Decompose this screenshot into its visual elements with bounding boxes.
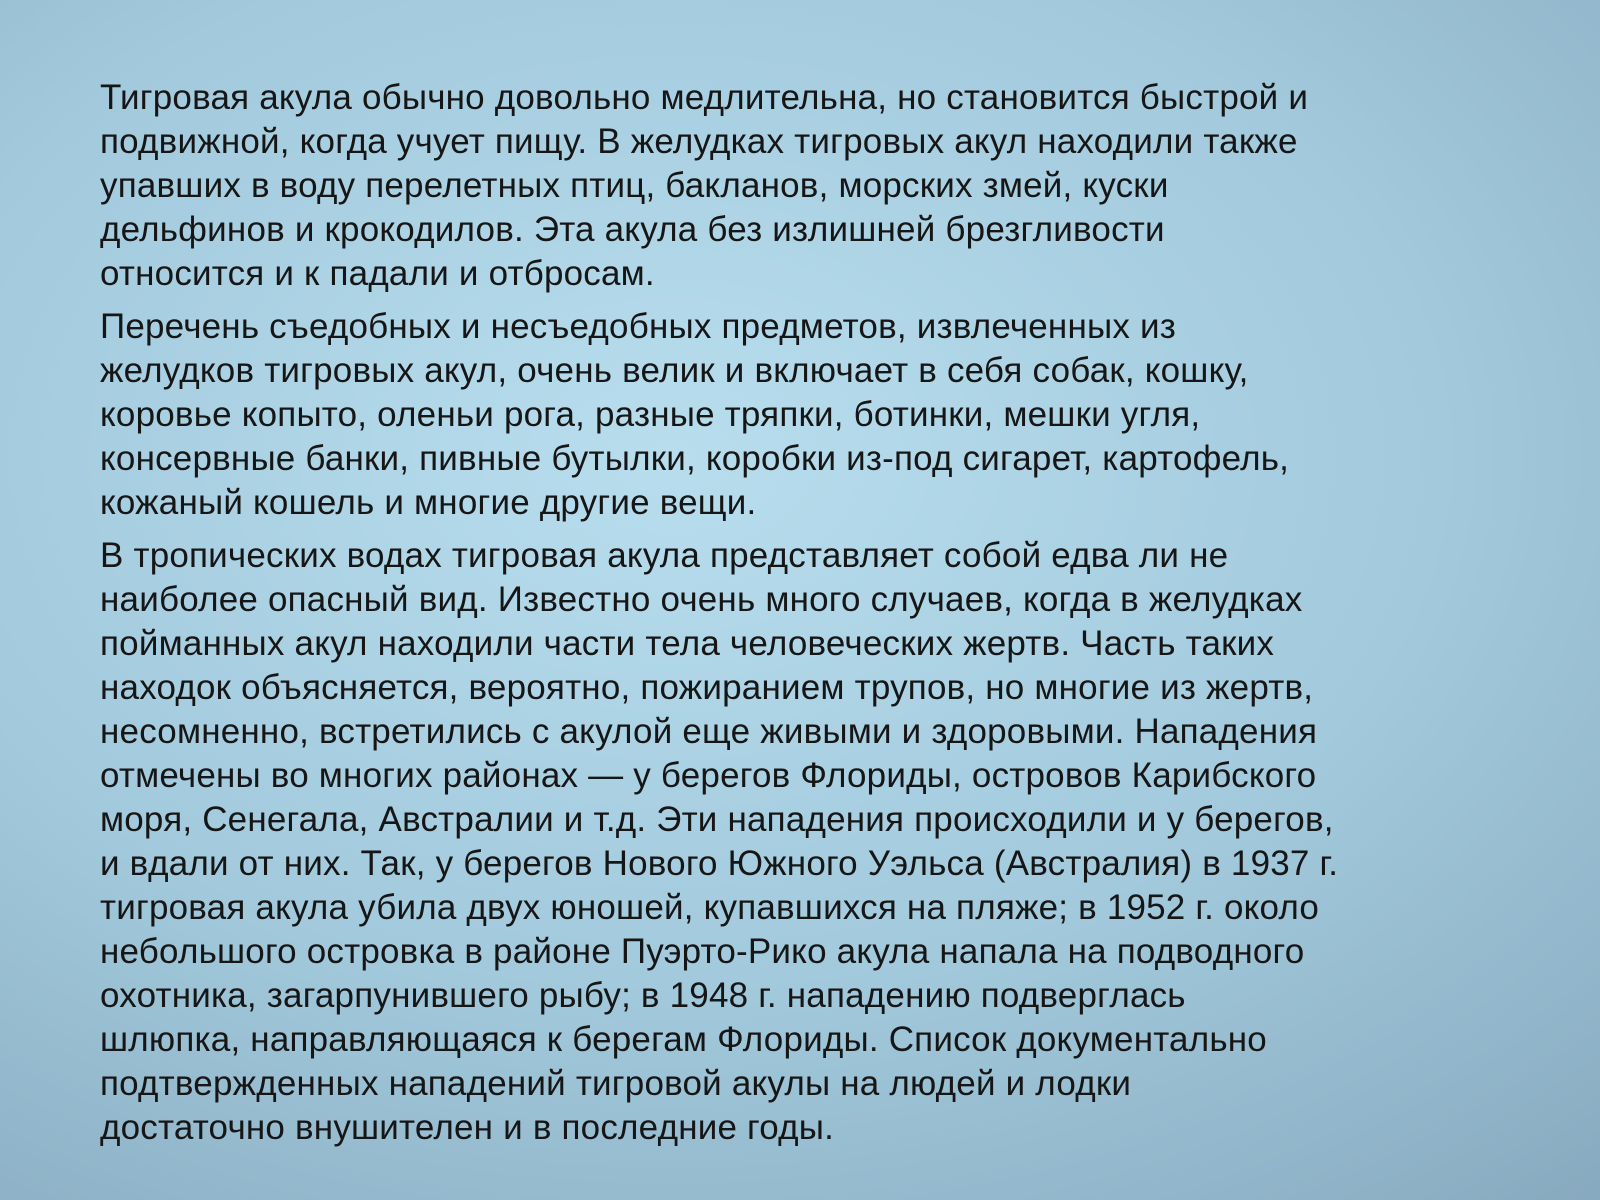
text-line: пойманных акул находили части тела человеческих жертв. Часть таких — [100, 624, 1275, 663]
paragraph-3 — [100, 534, 1540, 1150]
text-line: подтвержденных нападений тигровой акулы на людей и лодки — [100, 1064, 1132, 1103]
text-line: и вдали от них. Так, у берегов Нового Южного Уэльса (Австралия) в 1937 г. — [100, 844, 1339, 883]
text-line: желудков тигровых акул, очень велик и включает в себя собак, кошку, — [100, 351, 1249, 390]
text-line: наиболее опасный вид. Известно очень много случаев, когда в желудках — [100, 580, 1303, 619]
text-line: В тропических водах тигровая акула представляет собой едва ли не — [100, 536, 1229, 575]
text-line: небольшого островка в районе Пуэрто-Рико акула напала на подводного — [100, 932, 1305, 971]
text-line: относится и к падали и отбросам. — [100, 254, 655, 293]
paragraph-2 — [100, 305, 1540, 525]
paragraph-1 — [100, 76, 1540, 296]
text-line: тигровая акула убила двух юношей, купавшихся на пляже; в 1952 г. около — [100, 888, 1320, 927]
text-line: шлюпка, направляющаяся к берегам Флориды. Список документально — [100, 1020, 1267, 1059]
text-line: несомненно, встретились с акулой еще живыми и здоровыми. Нападения — [100, 712, 1318, 751]
text-line: отмечены во многих районах — у берегов Флориды, островов Карибского — [100, 756, 1317, 795]
text-line: консервные банки, пивные бутылки, коробки из-под сигарет, картофель, — [100, 439, 1290, 478]
text-line: дельфинов и крокодилов. Эта акула без излишней брезгливости — [100, 210, 1165, 249]
text-line: упавших в воду перелетных птиц, бакланов, морских змей, куски — [100, 166, 1169, 205]
text-line: Перечень съедобных и несъедобных предметов, извлеченных из — [100, 307, 1176, 346]
text-line: кожаный кошель и многие другие вещи. — [100, 483, 757, 522]
text-line: коровье копыто, оленьи рога, разные тряпки, ботинки, мешки угля, — [100, 395, 1201, 434]
slide-text-block — [100, 76, 1540, 1159]
text-line: моря, Сенегала, Австралии и т.д. Эти нападения происходили и у берегов, — [100, 800, 1334, 839]
text-line: Тигровая акула обычно довольно медлительна, но становится быстрой и — [100, 78, 1309, 117]
text-line: находок объясняется, вероятно, пожиранием трупов, но многие из жертв, — [100, 668, 1314, 707]
text-line: охотника, загарпунившего рыбу; в 1948 г. нападению подверглась — [100, 976, 1186, 1015]
text-line: достаточно внушителен и в последние годы. — [100, 1108, 835, 1147]
text-line: подвижной, когда учует пищу. В желудках тигровых акул находили также — [100, 122, 1298, 161]
